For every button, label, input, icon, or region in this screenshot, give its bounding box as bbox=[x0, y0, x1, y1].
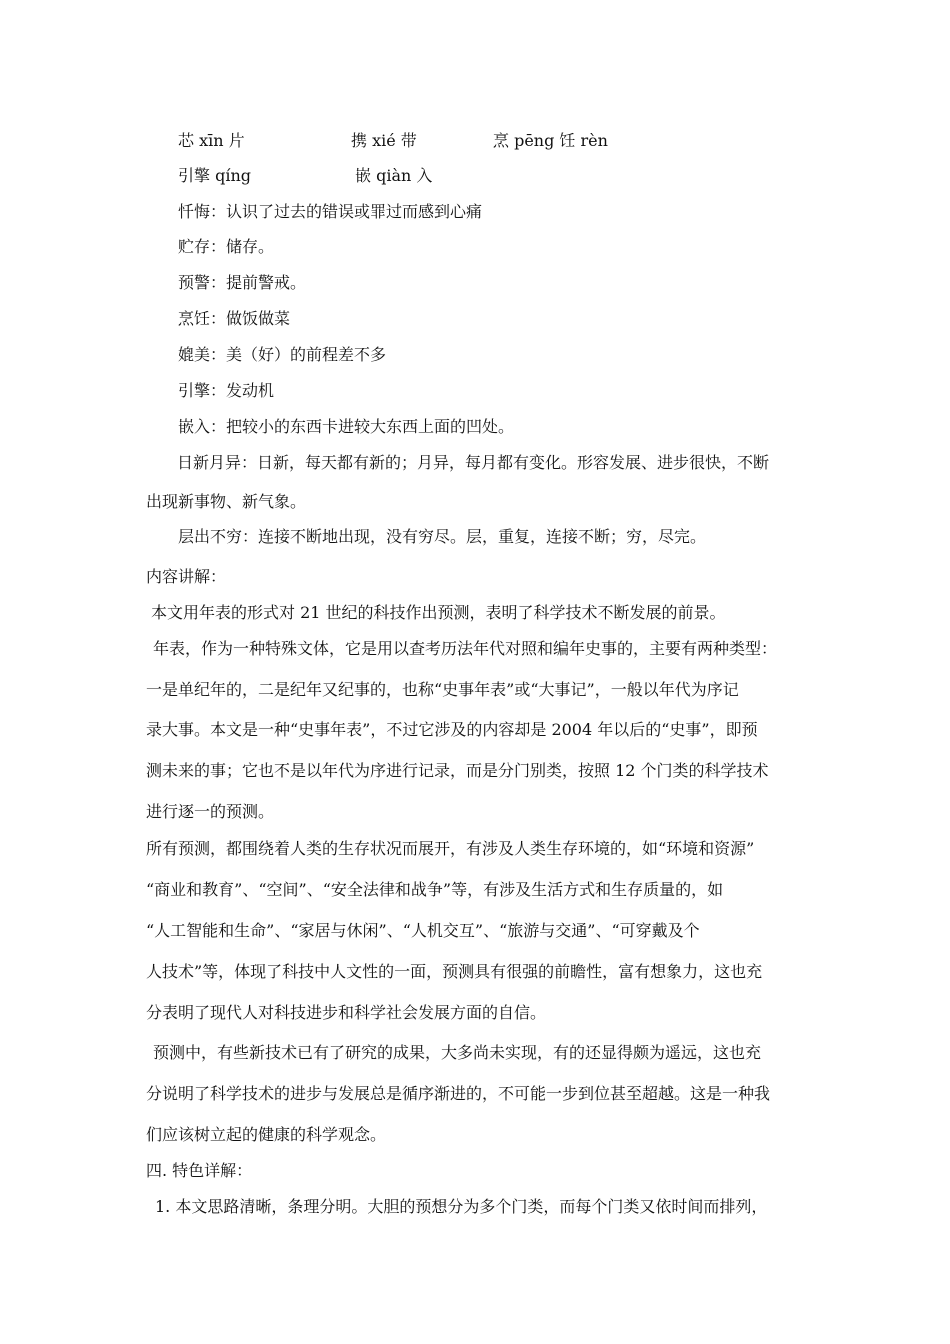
paragraph-yuce-line4: 人技术”等，体现了科技中人文性的一面，预测具有很强的前瞻性，富有想象力，这也充 bbox=[146, 962, 763, 981]
paragraph-summary: 本文用年表的形式对 21 世纪的科技作出预测，表明了科学技术不断发展的前景。 bbox=[151, 603, 726, 622]
paragraph-nianbiao-line2: 一是单纪年的，二是纪年又纪事的，也称“史事年表”或“大事记”，一般以年代为序记 bbox=[146, 680, 739, 699]
idiom-rixinyueyi-line2: 出现新事物、新气象。 bbox=[146, 492, 307, 511]
paragraph-jishu-line2: 分说明了科学技术的进步与发展总是循序渐进的，不可能一步到位甚至超越。这是一种我 bbox=[146, 1084, 771, 1103]
feature-point-1: 1. 本文思路清晰，条理分明。大胆的预想分为多个门类，而每个门类又依时间而排列， bbox=[155, 1197, 768, 1216]
paragraph-yuce-line1: 所有预测，都围绕着人类的生存状况而展开，有涉及人类生存环境的，如“环境和资源” bbox=[146, 839, 755, 858]
paragraph-yuce-line2: “商业和教育”、“空间”、“安全法律和战争”等，有涉及生活方式和生存质量的，如 bbox=[146, 880, 724, 899]
paragraph-nianbiao-line3: 录大事。本文是一种“史事年表”，不过它涉及的内容却是 2004 年以后的“史事”，即预 bbox=[146, 720, 758, 739]
definition-pengren: 烹饪：做饭做菜 bbox=[178, 309, 291, 328]
definition-chanhui: 忏悔：认识了过去的错误或罪过而感到心痛 bbox=[178, 202, 483, 221]
idiom-cengchubuqiong: 层出不穷：连接不断地出现，没有穷尽。层，重复，连接不断；穷，尽完。 bbox=[178, 527, 707, 546]
idiom-rixinyueyi-line1: 日新月异：日新，每天都有新的；月异，每月都有变化。形容发展、进步很快，不断 bbox=[177, 453, 770, 472]
definition-yinqing: 引擎：发动机 bbox=[178, 381, 275, 400]
paragraph-yuce-line5: 分表明了现代人对科技进步和科学社会发展方面的自信。 bbox=[146, 1003, 547, 1022]
section-heading-content: 内容讲解： bbox=[146, 567, 227, 586]
pinyin-qianru: 嵌 qiàn 入 bbox=[355, 166, 433, 185]
pinyin-yinqing: 引擎 qíng bbox=[178, 166, 251, 185]
pinyin-xinpian: 芯 xīn 片 bbox=[178, 131, 245, 150]
paragraph-jishu-line3: 们应该树立起的健康的科学观念。 bbox=[146, 1125, 387, 1144]
paragraph-yuce-line3: “人工智能和生命”、“家居与休闲”、“人机交互”、“旅游与交通”、“可穿戴及个 bbox=[146, 921, 700, 940]
definition-pimei: 媲美：美（好）的前程差不多 bbox=[178, 345, 387, 364]
definition-qianru: 嵌入：把较小的东西卡进较大东西上面的凹处。 bbox=[178, 417, 515, 436]
pinyin-xiedai: 携 xié 带 bbox=[351, 131, 417, 150]
paragraph-nianbiao-line5: 进行逐一的预测。 bbox=[146, 802, 275, 821]
definition-zhucun: 贮存：储存。 bbox=[178, 237, 275, 256]
pinyin-pengren: 烹 pēng 饪 rèn bbox=[493, 131, 608, 150]
definition-yujing: 预警：提前警戒。 bbox=[178, 273, 307, 292]
paragraph-jishu-line1: 预测中，有些新技术已有了研究的成果，大多尚未实现，有的还显得颇为遥远，这也充 bbox=[153, 1043, 762, 1062]
section-heading-features: 四. 特色详解： bbox=[146, 1161, 253, 1180]
paragraph-nianbiao-line1: 年表，作为一种特殊文体，它是用以查考历法年代对照和编年史事的，主要有两种类型： bbox=[153, 639, 778, 658]
paragraph-nianbiao-line4: 测未来的事；它也不是以年代为序进行记录，而是分门别类，按照 12 个门类的科学技术 bbox=[146, 761, 769, 780]
